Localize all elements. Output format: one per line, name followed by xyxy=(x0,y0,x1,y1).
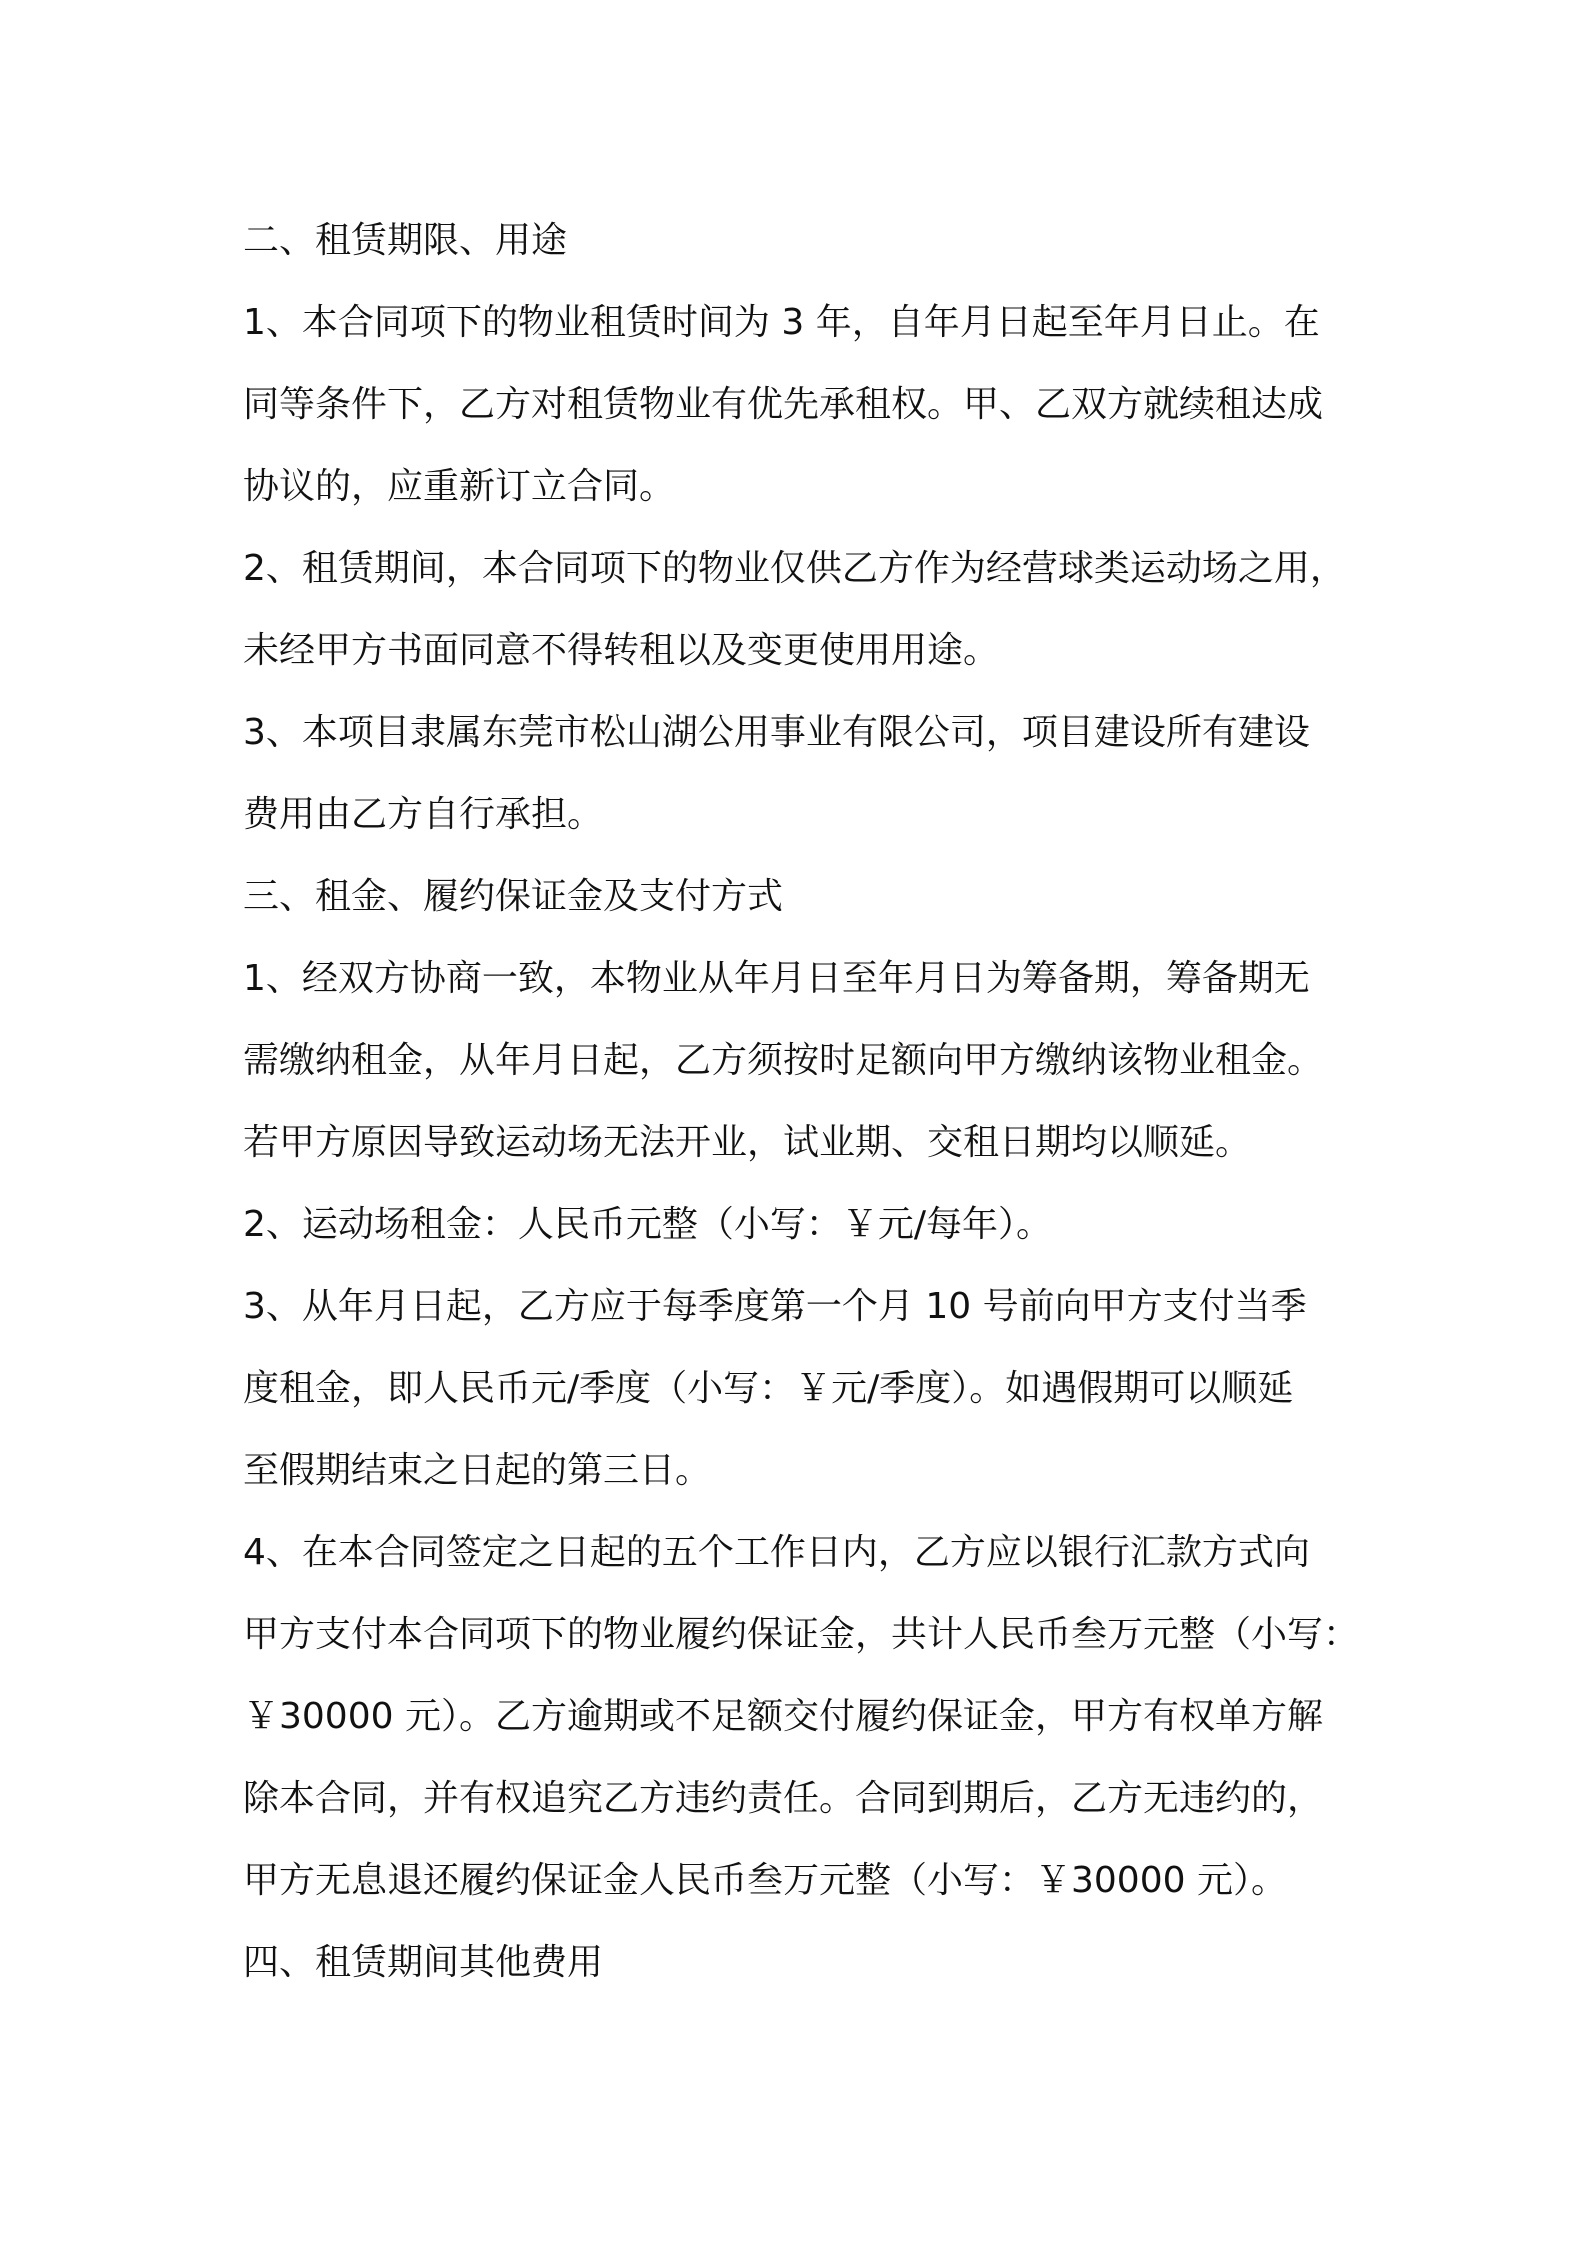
paragraph-line: 未经甲方书面同意不得转租以及变更使用用途。 xyxy=(243,630,1000,671)
paragraph-line: 需缴纳租金，从年月日起，乙方须按时足额向甲方缴纳该物业租金。 xyxy=(243,1040,1324,1081)
paragraph-line: 至假期结束之日起的第三日。 xyxy=(243,1450,712,1491)
paragraph-line: 除本合同，并有权追究乙方违约责任。合同到期后，乙方无违约的， xyxy=(243,1778,1324,1819)
section-heading-rent-deposit: 三、租金、履约保证金及支付方式 xyxy=(243,876,784,917)
document-body xyxy=(243,200,1393,2004)
paragraph-line: 协议的，应重新订立合同。 xyxy=(243,466,676,507)
section-heading-other-fees: 四、租赁期间其他费用 xyxy=(243,1942,604,1983)
paragraph-line: 甲方无息退还履约保证金人民币叁万元整（小写：￥30000 元）。 xyxy=(243,1860,1287,1901)
paragraph-line: 1、本合同项下的物业租赁时间为 3 年，自年月日起至年月日止。在 xyxy=(243,302,1320,343)
paragraph-line: 费用由乙方自行承担。 xyxy=(243,794,604,835)
paragraph-line: 甲方支付本合同项下的物业履约保证金，共计人民币叁万元整（小写： xyxy=(243,1614,1360,1655)
paragraph-line: ￥30000 元）。乙方逾期或不足额交付履约保证金，甲方有权单方解 xyxy=(243,1696,1323,1737)
paragraph-line: 2、运动场租金：人民币元整（小写：￥元/每年）。 xyxy=(243,1204,1053,1245)
paragraph-line: 若甲方原因导致运动场无法开业，试业期、交租日期均以顺延。 xyxy=(243,1122,1252,1163)
paragraph-line: 3、从年月日起，乙方应于每季度第一个月 10 号前向甲方支付当季 xyxy=(243,1286,1307,1327)
paragraph-line: 度租金，即人民币元/季度（小写：￥元/季度）。如遇假期可以顺延 xyxy=(243,1368,1294,1409)
paragraph-line: 3、本项目隶属东莞市松山湖公用事业有限公司，项目建设所有建设 xyxy=(243,712,1310,753)
paragraph-line: 1、经双方协商一致，本物业从年月日至年月日为筹备期，筹备期无 xyxy=(243,958,1310,999)
paragraph-line: 2、租赁期间，本合同项下的物业仅供乙方作为经营球类运动场之用， xyxy=(243,548,1346,589)
paragraph-line: 4、在本合同签定之日起的五个工作日内，乙方应以银行汇款方式向 xyxy=(243,1532,1310,1573)
section-heading-lease-term: 二、租赁期限、用途 xyxy=(243,220,568,261)
paragraph-line: 同等条件下，乙方对租赁物业有优先承租权。甲、乙双方就续租达成 xyxy=(243,384,1324,425)
